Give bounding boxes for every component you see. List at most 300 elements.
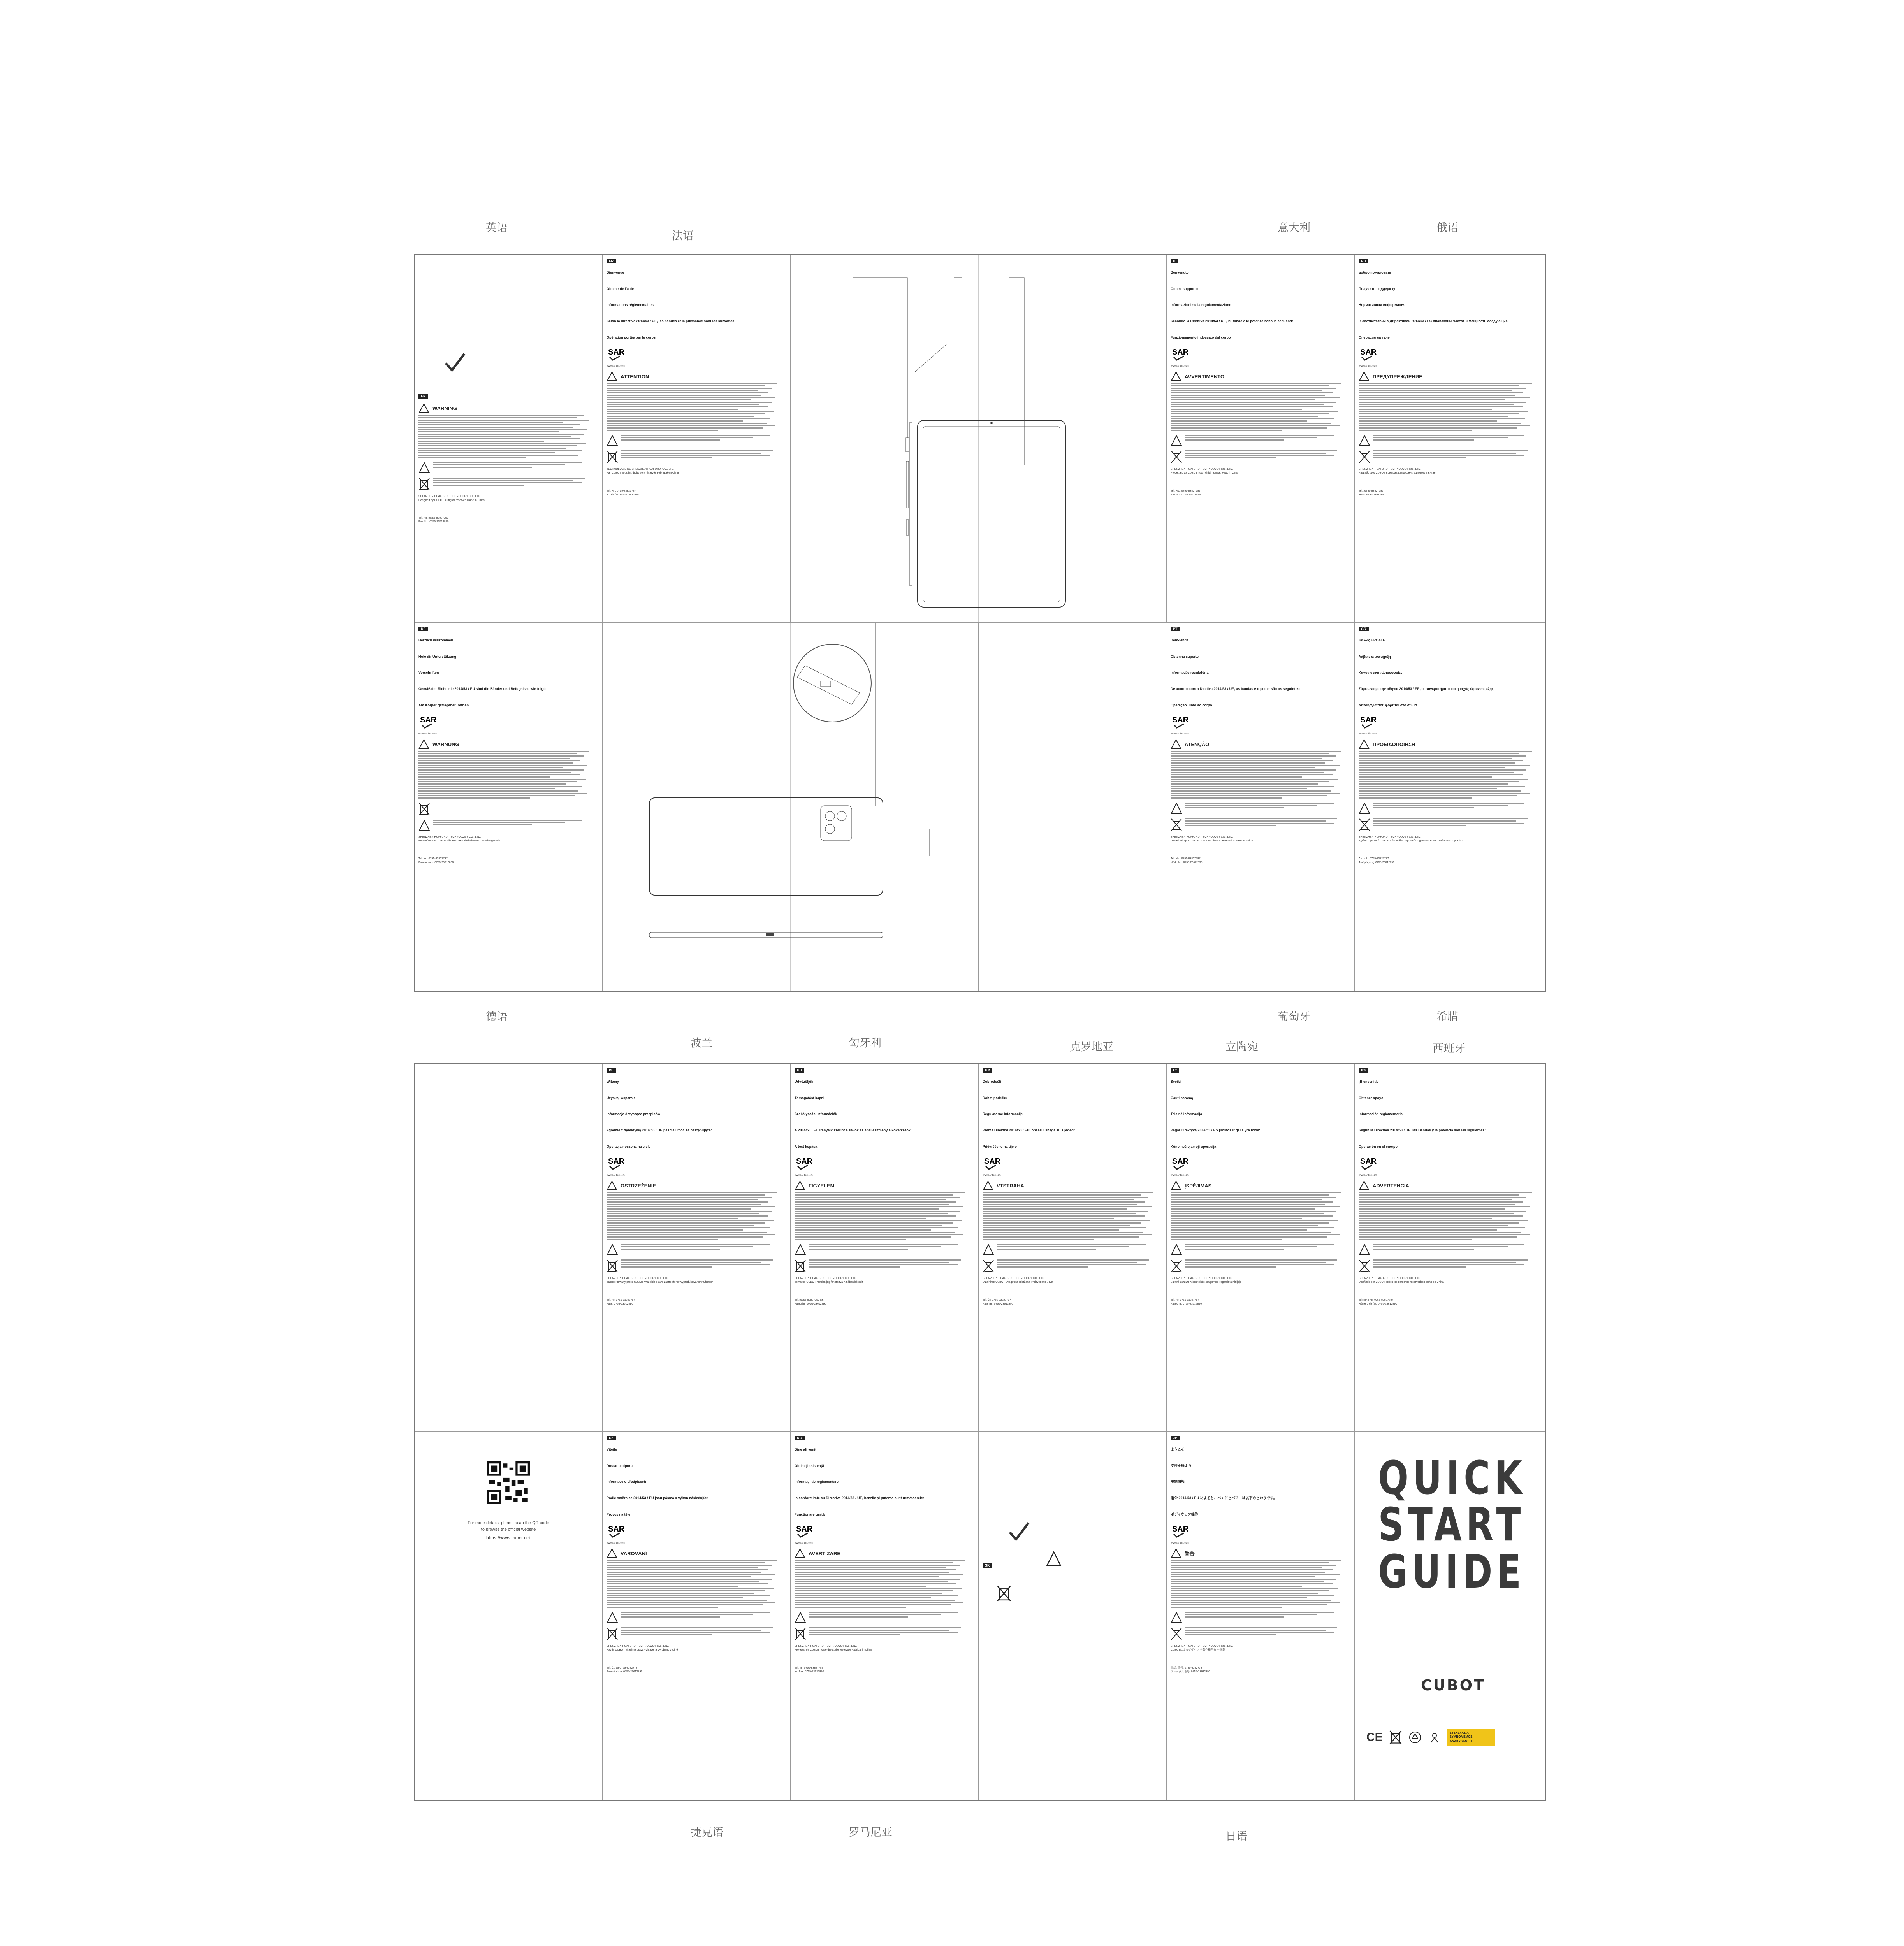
triman-icon (1428, 1731, 1441, 1744)
designed-by: Proiectat de CUBOT Toate drepturile rezervate Fabricat in China (795, 1649, 872, 1652)
ear-warning-icon (795, 1612, 806, 1623)
company-name: SHENZHEN HUAFURUI TECHNOLOGY CO., LTD. (795, 1645, 857, 1648)
heading-directive: Selon la directive 2014/53 / UE, les bandes et la puissance sont les suivantes: (607, 319, 736, 323)
heading-welcome: Bienvenue (607, 270, 624, 274)
heading-directive: Prema Direktivi 2014/53 / EU, opsezi i snaga su sljedeći: (983, 1128, 1076, 1133)
svg-text:SAR: SAR (608, 348, 625, 357)
warning-text-block (1359, 383, 1541, 431)
sar-url: www.sar-tick.com (607, 365, 625, 368)
lang-label-ru: 俄语 (1436, 221, 1459, 234)
heading-body-worn: Operacja noszona na ciele (607, 1144, 651, 1149)
recycle-bin-icon (607, 1259, 618, 1273)
panel-cover (1355, 1432, 1545, 1800)
fax-number: N ° de fax: 0755-23612890 (607, 493, 639, 496)
panel-fr (603, 255, 791, 623)
lang-badge: GR (1359, 627, 1369, 631)
panel-gr (1355, 623, 1545, 991)
cover-title-line-2: START (1378, 1498, 1525, 1552)
svg-text:!: ! (1175, 1184, 1177, 1190)
warning-icon (795, 1548, 805, 1558)
heading-directive: Zgodnie z dyrektywą 2014/53 / UE pasma i moc są następujące: (607, 1128, 712, 1133)
tel-number: Tel. Č.: 0755-83827787 (983, 1299, 1011, 1302)
warning-text-block (1171, 1560, 1350, 1608)
sar-url: www.sar-tick.com (1359, 733, 1377, 736)
lang-label-gr: 希腊 (1436, 1010, 1459, 1023)
panel-device-front (791, 255, 1167, 623)
warning-icon (1171, 1180, 1181, 1191)
ear-warning-icon (1171, 435, 1182, 446)
sar-logo-icon (418, 712, 440, 730)
svg-text:!: ! (1175, 375, 1177, 381)
warning-text-block (418, 751, 598, 799)
sar-logo-icon (795, 1154, 816, 1171)
lang-badge: ES (1359, 1068, 1368, 1073)
svg-text:SAR: SAR (1172, 716, 1189, 725)
company-name: SHENZHEN HUAFURUI TECHNOLOGY CO., LTD. (1171, 836, 1233, 839)
heading-welcome: Üdvözöljük (795, 1080, 814, 1084)
heading-regulatory: Informații de reglementare (795, 1480, 839, 1484)
designed-by: Navrhl CUBOT Všechna práva vyhrazena Vyrobeno v Číně (607, 1649, 678, 1652)
weee-bin-icon (1389, 1730, 1402, 1745)
tel-number: Αρ. τηλ.: 0755-83827787 (1359, 857, 1389, 861)
sar-url: www.sar-tick.com (795, 1542, 813, 1545)
sar-url: www.sar-tick.com (1171, 365, 1189, 368)
panel-en (415, 255, 603, 623)
heading-support: Dobiti podršku (983, 1096, 1007, 1100)
company-name: SHENZHEN HUAFURUI TECHNOLOGY CO., LTD. (1171, 1645, 1233, 1648)
svg-text:SAR: SAR (796, 1525, 813, 1534)
warning-text-block (1171, 751, 1350, 799)
recycle-bin-icon (418, 478, 430, 491)
sar-logo-icon (795, 1521, 816, 1539)
heading-body-worn: Operación en el cuerpo (1359, 1144, 1398, 1149)
sar-url: www.sar-tick.com (795, 1174, 813, 1177)
warning-title: ΠΡΟΕΙΔΟΠΟΙΗΣΗ (1373, 741, 1415, 747)
heading-body-worn: Opération portée par le corps (607, 335, 656, 339)
sar-url: www.sar-tick.com (1171, 733, 1189, 736)
designed-by: Σχεδιάστηκε από CUBOT Όλα τα δικαιώματα διατηρούνται Κατασκευάστηκε στην Κίνα (1359, 840, 1463, 843)
svg-text:SAR: SAR (1172, 348, 1189, 357)
sar-logo-icon (1171, 712, 1192, 730)
company-name: SHENZHEN HUAFURUI TECHNOLOGY CO., LTD. (983, 1277, 1045, 1280)
heading-support: 支持を得よう (1171, 1463, 1192, 1468)
lang-badge: DE (418, 627, 428, 631)
heading-directive: De acordo com a Diretiva 2014/53 / UE, as bandas e o poder são os seguintes: (1171, 687, 1301, 691)
heading-welcome: ¡Bienvenido (1359, 1080, 1379, 1084)
ear-warning-icon (1359, 1244, 1370, 1256)
warning-icon (418, 739, 429, 749)
panel-ru (1355, 255, 1545, 623)
warning-icon (1359, 739, 1370, 749)
lang-badge: RO (795, 1436, 805, 1440)
warning-text-block (795, 1560, 974, 1608)
fax-number: ファックス番号: 0755-23612890 (1171, 1670, 1210, 1673)
lang-badge: CZ (607, 1436, 616, 1440)
svg-text:!: ! (987, 1184, 989, 1190)
ear-warning-icon (1171, 803, 1182, 814)
heading-regulatory: Κανονιστική πληροφορίες (1359, 671, 1403, 675)
designed-by: Progettato da CUBOT Tutti i diritti riservati Fatto in Cina (1171, 472, 1238, 475)
svg-text:SAR: SAR (608, 1157, 625, 1166)
warning-text-block (1359, 1192, 1541, 1240)
tel-number: Tel. No.: 0755-83827787 (1171, 857, 1201, 861)
fax-number: Fax No.: 0755-23612890 (1171, 493, 1201, 496)
warning-title: ATENÇÃO (1185, 741, 1210, 747)
heading-support: Támogatást kapni (795, 1096, 825, 1100)
tel-number: Tel. Nr.: 0755-83827787 (418, 857, 448, 861)
heading-directive: Σύμφωνα με την οδηγία 2014/53 / ΕΕ, οι συγκροτήματα και η ισχύς έχουν ως εξής: (1359, 687, 1495, 691)
heading-regulatory: Informations réglementaires (607, 303, 654, 307)
svg-text:SAR: SAR (1172, 1525, 1189, 1534)
heading-support: Λάβετε υποστήριξη (1359, 654, 1391, 659)
recycle-icon (1408, 1731, 1422, 1744)
lang-badge: FR (607, 259, 616, 263)
warning-icon (983, 1180, 993, 1191)
designed-by: Desenhado por CUBOT Todos os direitos reservados Feito na china (1171, 840, 1253, 843)
svg-text:!: ! (1363, 743, 1365, 749)
heading-directive: A 2014/53 / EU irányelv szerint a sávok és a teljesítmény a következők: (795, 1128, 912, 1133)
designed-by: Zaprojektowany przez CUBOT Wszelkie prawa zastrzeżone Wyprodukowano w Chinach (607, 1281, 714, 1284)
tel-number: Tel. Nr: 0755-83827787 (607, 1299, 635, 1302)
heading-body-worn: A test kopása (795, 1144, 818, 1149)
heading-directive: В соответствии с Директивой 2014/53 / ЕС диапазоны частот и мощность следующие: (1359, 319, 1509, 323)
warning-text-block (607, 383, 786, 431)
warning-text-block (795, 1192, 974, 1240)
lang-label-cz: 捷克语 (691, 1826, 724, 1839)
sar-url: www.sar-tick.com (1359, 365, 1377, 368)
recycle-bin-icon (795, 1259, 806, 1273)
recycle-bin-icon (607, 1627, 618, 1640)
ear-warning-icon (1046, 1551, 1062, 1567)
svg-text:SAR: SAR (796, 1157, 813, 1166)
warning-text-block (607, 1560, 786, 1608)
sar-logo-icon (1171, 344, 1192, 362)
svg-text:SAR: SAR (1172, 1157, 1189, 1166)
recycling-info-badge: ΣΥΣΚΕΥΑΣΙΑ ΣΥΜΒΟΛΙΣΜΟΣ ΑΝΑΚΥΚΛΩΣΗ (1447, 1729, 1495, 1746)
lang-label-fr: 法语 (672, 229, 694, 242)
heading-welcome: ようこそ (1171, 1447, 1185, 1451)
ear-warning-icon (983, 1244, 994, 1256)
heading-welcome: Benvenuto (1171, 270, 1189, 274)
heading-regulatory: Teisinė informacija (1171, 1112, 1202, 1116)
svg-text:SAR: SAR (420, 716, 437, 725)
panel-qr (415, 1432, 603, 1800)
heading-support: Obtenir de l'aide (607, 286, 634, 291)
company-name: SHENZHEN HUAFURUI TECHNOLOGY CO., LTD. (795, 1277, 857, 1280)
warning-icon (1171, 739, 1181, 749)
recycle-bin-icon (983, 1259, 994, 1273)
heading-body-worn: Funzionamento indossato dal corpo (1171, 335, 1231, 339)
lang-badge: JP (1171, 1436, 1180, 1440)
svg-text:!: ! (799, 1184, 801, 1190)
designed-by: Tervezte: CUBOT Minden jog fenntartva Kínában készült (795, 1281, 863, 1284)
heading-directive: Según la Directiva 2014/53 / UE, las Bandas y la potencia son las siguientes: (1359, 1128, 1486, 1133)
tablet-front-diagram (791, 255, 1167, 623)
lang-label-es: 西班牙 (1433, 1042, 1466, 1055)
svg-text:!: ! (423, 407, 425, 413)
lang-label-hr: 克罗地亚 (1070, 1040, 1114, 1053)
warning-icon (607, 1180, 617, 1191)
panel-cz (603, 1432, 791, 1800)
heading-regulatory: Informazioni sulla regolamentazione (1171, 303, 1231, 307)
company-name: SHENZHEN HUAFURUI TECHNOLOGY CO., LTD. (607, 1277, 669, 1280)
lang-badge: PT (1171, 627, 1180, 631)
heading-welcome: Sveiki (1171, 1080, 1181, 1084)
heading-welcome: Herzlich willkommen (418, 638, 454, 642)
ear-warning-icon (418, 462, 430, 474)
heading-directive: Pagal Direktyvą 2014/53 / ES juostos ir galia yra tokie: (1171, 1128, 1261, 1133)
designed-by: Designed by CUBOT All rights reserved Made in China (418, 499, 485, 502)
svg-text:!: ! (423, 743, 425, 749)
top-row-2 (415, 623, 1545, 991)
ce-mark-icon: CE (1366, 1730, 1383, 1744)
company-name: TECHNOLOGIE DE SHENZHEN HUAFURUI CO., LTD. (607, 468, 675, 471)
heading-body-worn: Funcționare uzată (795, 1512, 825, 1516)
designed-by: Par CUBOT Tous les droits sont réservés Fabriqué en Chine (607, 472, 680, 475)
designed-by: Sukurė CUBOT Visos teisės saugomos Pagaminta Kinijoje (1171, 1281, 1241, 1284)
sar-url: www.sar-tick.com (1359, 1174, 1377, 1177)
svg-text:SAR: SAR (984, 1157, 1001, 1166)
fax-number: Nº de fax: 0755-23612890 (1171, 861, 1203, 864)
recycle-bin-icon (1171, 1627, 1182, 1640)
ear-warning-icon (607, 1244, 618, 1256)
warning-icon (607, 1548, 617, 1558)
warning-title: ATTENTION (621, 373, 649, 379)
tel-number: Teléfono no: 0755-83827787 (1359, 1299, 1394, 1302)
cover-title (1378, 1451, 1526, 1598)
recycle-bin-icon (1359, 450, 1370, 464)
heading-directive: În conformitate cu Directiva 2014/53 / UE, benzile și puterea sunt următoarele: (795, 1496, 924, 1500)
company-name: SHENZHEN HUAFURUI TECHNOLOGY CO., LTD. (1359, 468, 1421, 471)
svg-text:!: ! (611, 1184, 613, 1190)
website-link[interactable]: https://www.cubot.net (486, 1535, 531, 1540)
svg-text:SAR: SAR (1360, 348, 1377, 357)
designed-by: Разработано CUBOT Все права защищены Сделано в Китае (1359, 472, 1436, 475)
fax-number: Número de fax: 0755-23612890 (1359, 1302, 1397, 1305)
sar-url: www.sar-tick.com (1171, 1542, 1189, 1545)
sar-logo-icon (1359, 1154, 1380, 1171)
warning-title: ПРЕДУПРЕЖДЕНИЕ (1373, 373, 1422, 379)
heading-welcome: Bine ați venit (795, 1447, 817, 1451)
checkmark-icon (1007, 1520, 1031, 1543)
warning-icon (607, 371, 617, 381)
fax-number: Fakso nr: 0755-23612890 (1171, 1302, 1202, 1305)
designed-by: Dizajnirao CUBOT Sva prava pridržana Proizvedeno u Kini (983, 1281, 1054, 1284)
recycle-bin-icon (1359, 1259, 1370, 1273)
company-name: SHENZHEN HUAFURUI TECHNOLOGY CO., LTD. (1359, 1277, 1421, 1280)
heading-regulatory: 規制情報 (1171, 1480, 1185, 1484)
bottom-row-1 (415, 1064, 1545, 1432)
lang-badge: HU (795, 1068, 804, 1073)
heading-directive: Secondo la Direttiva 2014/53 / UE, le Bande e le potenze sono le seguenti: (1171, 319, 1293, 323)
svg-text:!: ! (1363, 1184, 1365, 1190)
heading-regulatory: Informação regulatória (1171, 671, 1209, 675)
tel-number: Tel. No.: 0755-83827787 (1171, 490, 1201, 493)
tel-number: Tel.: 0755-83827787 (1359, 490, 1384, 493)
heading-body-worn: Pričvršćeno na tijelo (983, 1144, 1017, 1149)
heading-body-worn: Λειτουργία που φορείται στο σώμα (1359, 703, 1417, 707)
panel-lt (1167, 1064, 1355, 1432)
sar-logo-icon (607, 1154, 628, 1171)
recycle-bin-icon (996, 1585, 1012, 1602)
warning-text-block (607, 1192, 786, 1240)
lang-badge: RU (1359, 259, 1368, 263)
warning-text-block (418, 415, 598, 458)
lang-badge: SK (983, 1563, 992, 1568)
heading-support: Получить поддержку (1359, 286, 1396, 291)
tel-number: Tel.: 0755-83827787 sz. (795, 1299, 824, 1302)
panel-hu (791, 1064, 979, 1432)
warning-title: AVERTIZARE (809, 1550, 841, 1556)
heading-regulatory: Información reglamentaria (1359, 1112, 1403, 1116)
ear-warning-icon (795, 1244, 806, 1256)
heading-support: Gauti paramą (1171, 1096, 1193, 1100)
fax-number: Nr. Fax: 0755-23612890 (795, 1670, 824, 1673)
recycle-bin-icon (1359, 818, 1370, 831)
recycle-bin-icon (1171, 818, 1182, 831)
heading-body-worn: ボディウェア操作 (1171, 1512, 1198, 1516)
lang-label-hu: 匈牙利 (849, 1036, 882, 1049)
lang-badge: IT (1171, 259, 1178, 263)
ear-warning-icon (1359, 803, 1370, 814)
warning-icon (418, 403, 429, 413)
warning-title: ADVERTENCIA (1373, 1182, 1409, 1189)
heading-welcome: Vítejte (607, 1447, 617, 1451)
sar-logo-icon (1171, 1154, 1192, 1171)
cover-title-line-3: GUIDE (1378, 1544, 1526, 1598)
company-name: SHENZHEN HUAFURUI TECHNOLOGY CO., LTD. (1359, 836, 1421, 839)
warning-icon (1171, 1548, 1181, 1558)
lang-label-en: 英语 (486, 221, 508, 234)
warning-title: OSTRZEŻENIE (621, 1182, 656, 1189)
ear-warning-icon (607, 1612, 618, 1623)
heading-support: Obtener apoyo (1359, 1096, 1384, 1100)
lang-badge: EN (418, 394, 428, 399)
heading-directive: 指令 2014/53 / EU によると、バンドとパワーは以下のとおりです。 (1171, 1496, 1277, 1500)
designed-by: Entworfen von CUBOT Alle Rechte vorbehalten In China hergestellt (418, 840, 500, 843)
warning-icon (1359, 1180, 1370, 1191)
svg-text:SAR: SAR (608, 1525, 625, 1534)
company-name: SHENZHEN HUAFURUI TECHNOLOGY CO., LTD. (1171, 1277, 1233, 1280)
warning-text-block (1171, 1192, 1350, 1240)
tel-number: 電話. 番号: 0755-83827787 (1171, 1667, 1204, 1670)
warning-title: AVVERTIMENTO (1185, 373, 1225, 379)
heading-regulatory: Regulatorne informacije (983, 1112, 1023, 1116)
heading-regulatory: Informacje dotyczące przepisów (607, 1112, 661, 1116)
svg-text:!: ! (1363, 375, 1365, 381)
warning-title: 警告 (1185, 1551, 1195, 1557)
heading-regulatory: Vorschriften (418, 671, 439, 675)
panel-it (1167, 255, 1355, 623)
company-name: SHENZHEN HUAFURUI TECHNOLOGY CO., LTD. (418, 836, 481, 839)
panel-hr (979, 1064, 1167, 1432)
tel-number: Tel. N °: 0755-83827787 (607, 490, 636, 493)
sar-logo-icon (983, 1154, 1004, 1171)
heading-directive: Gemäß der Richtlinie 2014/53 / EU sind die Bänder und Befugnisse wie folgt: (418, 687, 546, 691)
warning-title: FIGYELEM (809, 1182, 835, 1189)
panel-pl (603, 1064, 791, 1432)
warning-text-block (1359, 751, 1541, 799)
heading-support: Uzyskaj wsparcie (607, 1096, 636, 1100)
warning-title: WARNING (432, 405, 457, 411)
svg-text:!: ! (1175, 1552, 1177, 1558)
heading-body-worn: Operação junto ao corpo (1171, 703, 1212, 707)
bottom-row-2 (415, 1432, 1545, 1800)
sar-url: www.sar-tick.com (983, 1174, 1001, 1177)
heading-welcome: добро пожаловать (1359, 270, 1392, 274)
company-name: SHENZHEN HUAFURUI TECHNOLOGY CO., LTD. (418, 495, 481, 498)
sar-logo-icon (607, 1521, 628, 1539)
heading-support: Hole dir Unterstützung (418, 654, 456, 659)
svg-text:!: ! (1175, 743, 1177, 749)
svg-text:SAR: SAR (1360, 716, 1377, 725)
brand-logo: CUBOT (1421, 1677, 1486, 1694)
company-name: SHENZHEN HUAFURUI TECHNOLOGY CO., LTD. (607, 1645, 669, 1648)
panel-jp (1167, 1432, 1355, 1800)
fax-number: Faxszám: 0755-23612890 (795, 1302, 826, 1305)
ear-warning-icon (607, 435, 618, 446)
lang-label-pl: 波兰 (691, 1036, 713, 1049)
qr-instruction-line-1: For more details, please scan the QR code (468, 1521, 549, 1525)
tel-number: Tel. nr.: 0755-83827787 (795, 1667, 823, 1670)
heading-regulatory: Нормативная информация (1359, 303, 1406, 307)
heading-welcome: Bem-vinda (1171, 638, 1189, 642)
checkmark-icon (443, 351, 467, 374)
ear-warning-icon (418, 820, 430, 831)
lang-badge: HR (983, 1068, 992, 1073)
fax-number: Факс: 0755-23612890 (1359, 493, 1385, 496)
recycle-bin-icon (795, 1627, 806, 1640)
fax-number: Faks: 0755-23612890 (607, 1302, 633, 1305)
sar-logo-icon (607, 344, 628, 362)
panel-ro (791, 1432, 979, 1800)
tablet-back-diagram (603, 623, 979, 991)
lang-label-lt: 立陶宛 (1225, 1040, 1259, 1053)
top-row-1 (415, 255, 1545, 623)
heading-welcome: Dobrodošli (983, 1080, 1001, 1084)
panel-es (1355, 1064, 1545, 1432)
warning-text-block (1171, 383, 1350, 431)
ear-warning-icon (1359, 435, 1370, 446)
svg-text:!: ! (611, 375, 613, 381)
lang-label-jp: 日语 (1225, 1830, 1248, 1842)
warning-icon (795, 1180, 805, 1191)
heading-regulatory: Szabályozási információk (795, 1112, 837, 1116)
warning-icon (1171, 371, 1181, 381)
warning-title: VTSTRAHA (997, 1182, 1024, 1189)
warning-title: ĮSPĖJIMAS (1185, 1182, 1212, 1189)
tel-number: Tel. Nr: 0755-83827787 (1171, 1299, 1199, 1302)
qr-code-icon[interactable] (487, 1461, 530, 1504)
fax-number: Faxnummer: 0755-23612890 (418, 861, 454, 864)
panel-blank (415, 1064, 603, 1432)
recycle-bin-icon (1171, 450, 1182, 464)
qr-instruction-line-2: to browse the official website (481, 1527, 536, 1532)
heading-support: Ottieni supporto (1171, 286, 1198, 291)
recycle-bin-icon (1171, 1259, 1182, 1273)
sar-logo-icon (1171, 1521, 1192, 1539)
sar-url: www.sar-tick.com (1171, 1174, 1189, 1177)
designed-by: Diseñado por CUBOT Todos los derechos reservados Hecho en China (1359, 1281, 1444, 1284)
heading-body-worn: Provoz na těle (607, 1512, 631, 1516)
heading-body-worn: Операция на теле (1359, 335, 1390, 339)
lang-label-ro: 罗马尼亚 (849, 1826, 893, 1839)
lang-badge: PL (607, 1068, 616, 1073)
top-sheet (414, 254, 1546, 992)
heading-regulatory: Informace o předpisech (607, 1480, 646, 1484)
sar-logo-icon (1359, 712, 1380, 730)
certification-marks (1366, 1729, 1545, 1746)
